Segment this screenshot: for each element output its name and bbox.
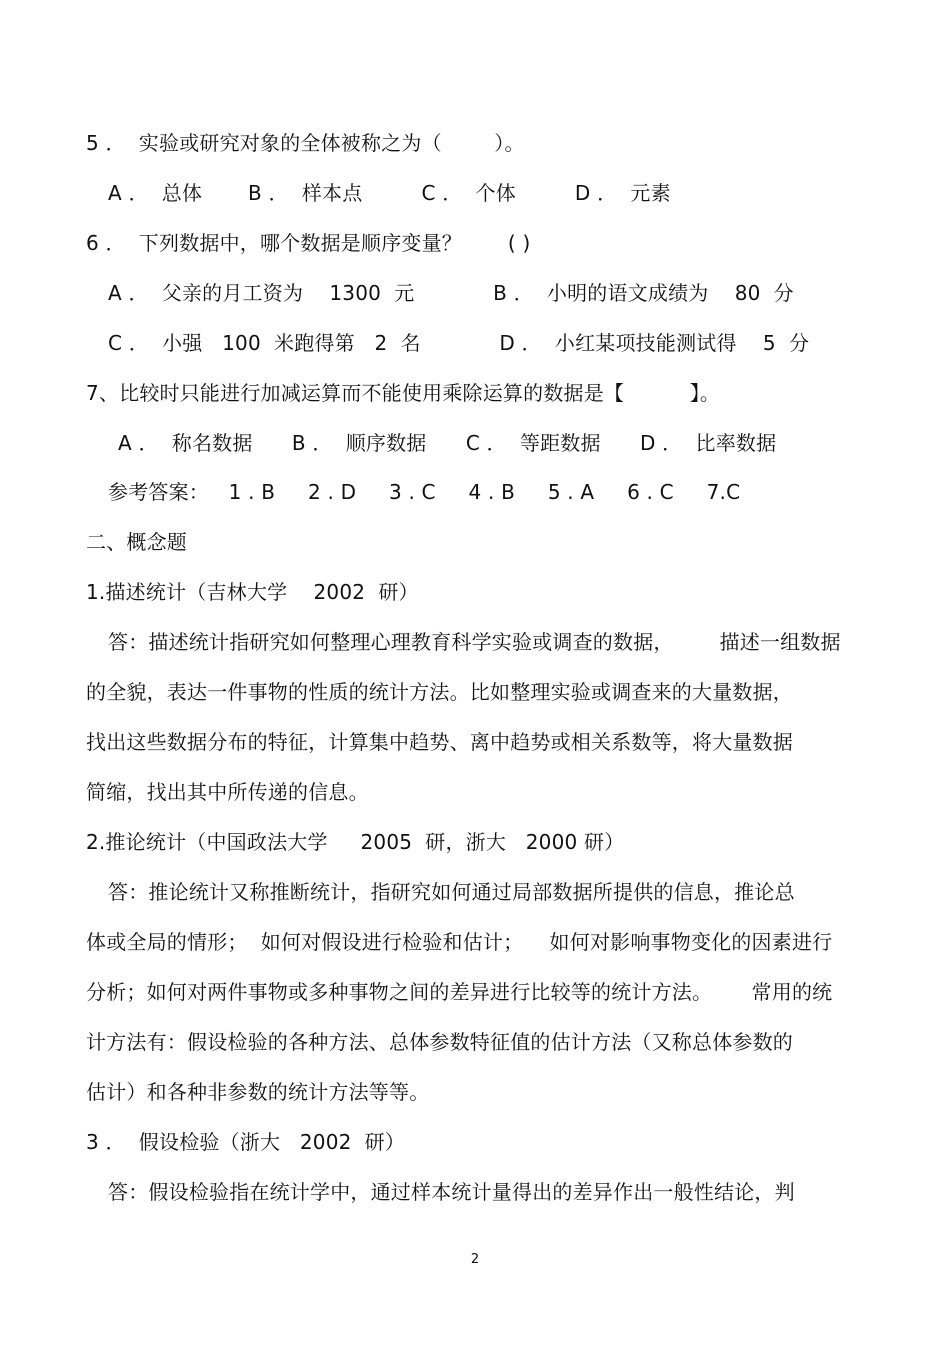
concept-1-answer-line: 找出这些数据分布的特征，计算集中趋势、离中趋势或相关系数等，将大量数据 bbox=[86, 730, 793, 754]
concept-1-answer-line: 答：描述统计指研究如何整理心理教育科学实验或调查的数据， 描述一组数据 bbox=[108, 630, 841, 654]
concept-1-answer-line: 的全貌，表达一件事物的性质的统计方法。比如整理实验或调查来的大量数据， bbox=[86, 680, 793, 704]
page-number: 2 bbox=[470, 1252, 480, 1267]
question-6-options-cd: C ． 小强 100 米跑得第 2 名 D ． 小红某项技能测试得 5 分 bbox=[108, 331, 810, 355]
answer-key: 参考答案： 1 . B 2 . D 3 . C 4 . B 5 . A 6 . C 7.C bbox=[108, 480, 741, 504]
concept-2-answer-line: 计方法有：假设检验的各种方法、总体参数特征值的估计方法（又称总体参数的 bbox=[86, 1030, 793, 1054]
question-6-options-ab: A ． 父亲的月工资为 1300 元 B ． 小明的语文成绩为 80 分 bbox=[108, 281, 794, 305]
concept-2-answer-line: 估计）和各种非参数的统计方法等等。 bbox=[86, 1080, 430, 1104]
question-5-options: A ． 总体 B ． 样本点 C ． 个体 D ． 元素 bbox=[108, 181, 671, 205]
concept-2-answer-line: 分析；如何对两件事物或多种事物之间的差异进行比较等的统计方法。 常用的统 bbox=[86, 980, 833, 1004]
concept-3-title: 3 ． 假设检验（浙大 2002 研） bbox=[86, 1130, 406, 1154]
question-6: 6 ． 下列数据中，哪个数据是顺序变量？ ( ) bbox=[86, 231, 531, 255]
concept-2-answer-line: 体或全局的情形； 如何对假设进行检验和估计； 如何对影响事物变化的因素进行 bbox=[86, 930, 833, 954]
concept-1-answer-line: 简缩，找出其中所传递的信息。 bbox=[86, 780, 369, 804]
question-7: 7、比较时只能进行加减运算而不能使用乘除运算的数据是【 】。 bbox=[86, 381, 721, 405]
concept-1-title: 1.描述统计（吉林大学 2002 研） bbox=[86, 580, 419, 604]
question-5: 5 ． 实验或研究对象的全体被称之为（ ）。 bbox=[86, 131, 525, 155]
question-7-options: A ． 称名数据 B ． 顺序数据 C ． 等距数据 D ． 比率数据 bbox=[118, 431, 777, 455]
concept-3-answer-line: 答：假设检验指在统计学中，通过样本统计量得出的差异作出一般性结论，判 bbox=[108, 1180, 795, 1204]
section-heading: 二、概念题 bbox=[86, 530, 187, 554]
concept-2-answer-line: 答：推论统计又称推断统计，指研究如何通过局部数据所提供的信息，推论总 bbox=[108, 880, 795, 904]
concept-2-title: 2.推论统计（中国政法大学 2005 研，浙大 2000 研） bbox=[86, 830, 625, 854]
